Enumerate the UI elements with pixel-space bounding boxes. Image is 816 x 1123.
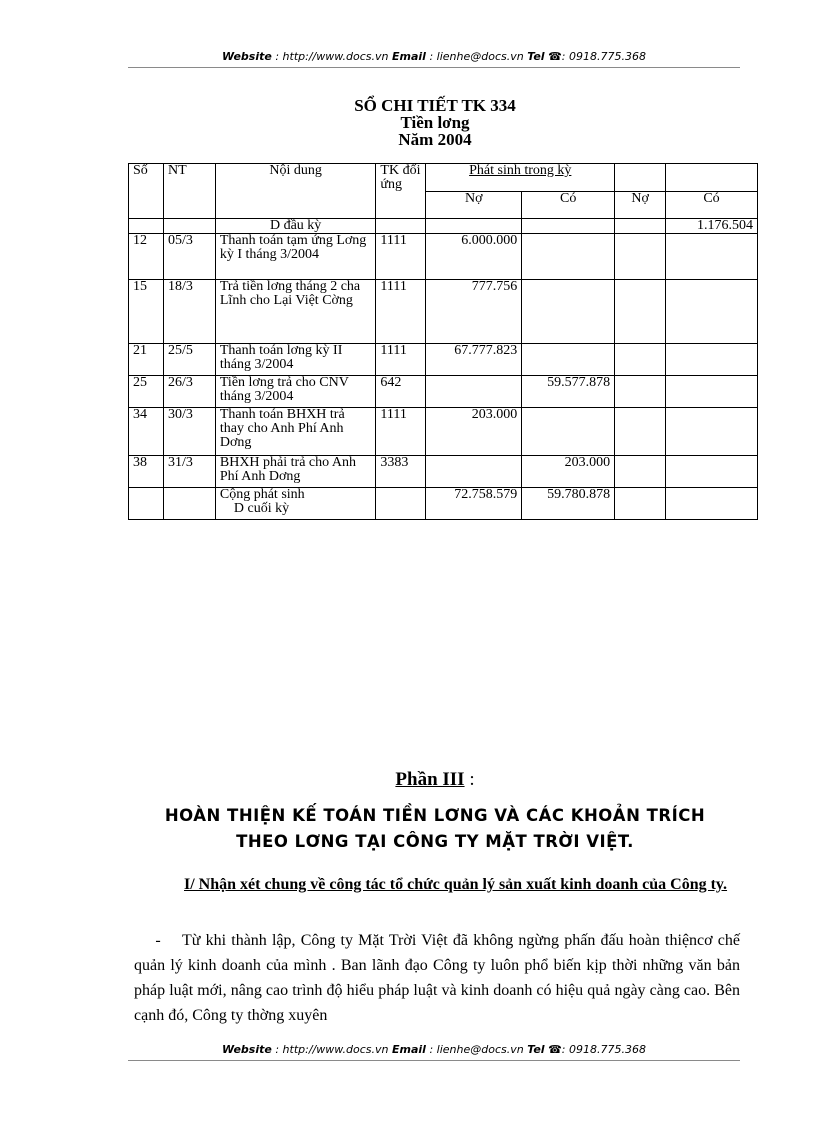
- ledger-year: Năm 2004: [398, 130, 472, 149]
- website-url[interactable]: : http://www.docs.vn: [275, 1043, 389, 1056]
- cell-noi-dung: Thanh toán BHXH trả thay cho Anh Phí Anh Dơng: [215, 408, 376, 456]
- col-header-co-balance: Có: [666, 191, 758, 219]
- cell-nt: 18/3: [163, 280, 215, 344]
- total-no: 72.758.579: [426, 488, 522, 520]
- cell-so: 34: [129, 408, 164, 456]
- cell-tk: 1111: [376, 234, 426, 280]
- closing-balance-label: D cuối kỳ: [233, 501, 290, 516]
- table-row: [129, 408, 758, 456]
- cell-co: [522, 344, 615, 376]
- table-row: [129, 344, 758, 376]
- cell-noi-dung: Trả tiền lơng tháng 2 cha Lĩnh cho Lại Việt Cờng: [215, 280, 376, 344]
- page-header: [128, 50, 740, 63]
- cell-so: 38: [129, 456, 164, 488]
- page-footer: [128, 1043, 740, 1056]
- cell-noi-dung: Tiền lơng trả cho CNV tháng 3/2004: [215, 376, 376, 408]
- table-header-row: [129, 164, 758, 192]
- phone-number: ☎: 0918.775.368: [548, 1043, 646, 1056]
- cell-so: 21: [129, 344, 164, 376]
- bullet-dash: -: [155, 932, 161, 949]
- table-row: [129, 280, 758, 344]
- section-heading: I/ Nhận xét chung về công tác tổ chức quản lý sản xuất kinh doanh của Công ty.: [184, 876, 728, 893]
- table-row: [129, 456, 758, 488]
- part-label: Phần III: [395, 769, 465, 790]
- part-colon: :: [464, 769, 475, 790]
- col-header-phat-sinh: Phát sinh trong kỳ: [426, 164, 615, 192]
- website-url[interactable]: : http://www.docs.vn: [275, 50, 389, 63]
- ledger-title: SỔ CHI TIẾT TK 334: [354, 96, 516, 115]
- cell-so: 12: [129, 234, 164, 280]
- cell-no: 203.000: [426, 408, 522, 456]
- chapter-title-line2: THEO LƠNG TẠI CÔNG TY MẶT TRỜI VIỆT.: [236, 832, 634, 851]
- ledger-subtitle: Tiền lơng: [400, 113, 470, 132]
- col-header-noi-dung: Nội dung: [215, 164, 376, 219]
- footer-divider: [128, 1060, 740, 1061]
- tel-label: Tel: [527, 1043, 545, 1056]
- part-heading: [0, 769, 816, 791]
- opening-balance-value: 1.176.504: [666, 219, 758, 234]
- tel-label: Tel: [527, 50, 545, 63]
- cell-nt: 31/3: [163, 456, 215, 488]
- cell-tk: 642: [376, 376, 426, 408]
- cell-tk: 1111: [376, 344, 426, 376]
- ledger-table: [128, 163, 758, 520]
- col-header-no: Nợ: [426, 191, 522, 219]
- table-row: [129, 376, 758, 408]
- total-label: Cộng phát sinh: [219, 487, 305, 502]
- email-label: Email: [392, 50, 426, 63]
- cell-no: 6.000.000: [426, 234, 522, 280]
- cell-no: [426, 376, 522, 408]
- total-row: [129, 488, 758, 520]
- body-paragraph: [134, 928, 740, 1028]
- cell-co: [522, 408, 615, 456]
- cell-no: 67.777.823: [426, 344, 522, 376]
- chapter-title-line1: HOÀN THIỆN KẾ TOÁN TIỀN LƠNG VÀ CÁC KHOẢN TRÍCH: [164, 806, 706, 825]
- total-co: 59.780.878: [522, 488, 615, 520]
- cell-co: [522, 280, 615, 344]
- cell-nt: 26/3: [163, 376, 215, 408]
- header-divider: [128, 67, 740, 68]
- col-header-so: Số: [129, 164, 164, 219]
- col-header-nt: NT: [163, 164, 215, 219]
- col-header-no-balance: Nợ: [615, 191, 666, 219]
- cell-so: 25: [129, 376, 164, 408]
- table-row: [129, 234, 758, 280]
- paragraph-text: Từ khi thành lập, Công ty Mặt Trời Việt đã không ngừng phấn đấu hoàn thiệncơ chế quản lý kinh doanh của mình . Ban lãnh đạo Công ty luôn phổ biến kịp thời những văn bản pháp luật mới, nâng cao trình độ hiểu pháp luật và kinh doanh có hiệu quả ngày càng cao. Bên cạnh đó, Công ty thờng xuyên: [134, 932, 740, 1024]
- opening-balance-row: [129, 219, 758, 234]
- cell-noi-dung: Thanh toán tạm ứng Lơng kỳ I tháng 3/2004: [215, 234, 376, 280]
- cell-nt: 25/5: [163, 344, 215, 376]
- cell-tk: 1111: [376, 408, 426, 456]
- opening-balance-label: D đầu kỳ: [215, 219, 376, 234]
- cell-co: 203.000: [522, 456, 615, 488]
- cell-no: [426, 456, 522, 488]
- email-address[interactable]: : lienhe@docs.vn: [429, 1043, 524, 1056]
- cell-co: [522, 234, 615, 280]
- email-address[interactable]: : lienhe@docs.vn: [429, 50, 524, 63]
- website-label: Website: [222, 50, 272, 63]
- cell-noi-dung: Thanh toán lơng kỳ II tháng 3/2004: [215, 344, 376, 376]
- col-header-co: Có: [522, 191, 615, 219]
- col-header-tk: TK đối ứng: [376, 164, 426, 219]
- cell-nt: 30/3: [163, 408, 215, 456]
- cell-noi-dung: BHXH phải trả cho Anh Phí Anh Dơng: [215, 456, 376, 488]
- cell-tk: 3383: [376, 456, 426, 488]
- phone-number: ☎: 0918.775.368: [548, 50, 646, 63]
- cell-co: 59.577.878: [522, 376, 615, 408]
- email-label: Email: [392, 1043, 426, 1056]
- website-label: Website: [222, 1043, 272, 1056]
- cell-nt: 05/3: [163, 234, 215, 280]
- cell-no: 777.756: [426, 280, 522, 344]
- cell-tk: 1111: [376, 280, 426, 344]
- cell-so: 15: [129, 280, 164, 344]
